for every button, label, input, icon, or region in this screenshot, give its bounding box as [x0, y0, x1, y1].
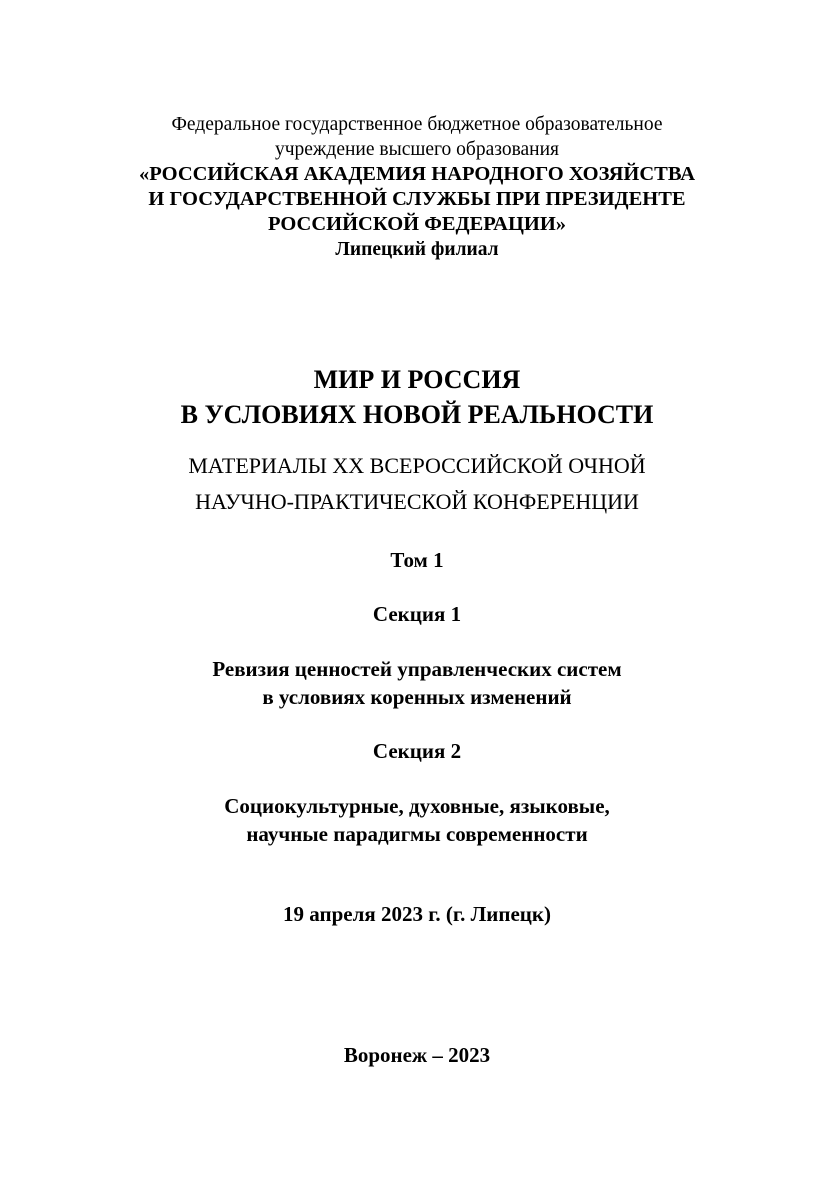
section-2-title: [0, 792, 834, 848]
volume-label: Том 1: [390, 548, 444, 572]
institution-name-line1: «РОССИЙСКАЯ АКАДЕМИЯ НАРОДНОГО ХОЗЯЙСТВА: [138, 163, 696, 185]
institution-branch: Липецкий филиал: [335, 239, 499, 260]
section-2-title-line1: Социокультурные, духовные, языковые,: [224, 794, 610, 818]
subtitle-line2: НАУЧНО-ПРАКТИЧЕСКОЙ КОНФЕРЕНЦИИ: [195, 489, 639, 514]
institution-type-line1: Федеральное государственное бюджетное образовательное: [171, 114, 663, 135]
section-1-title-line2: в условиях коренных изменений: [262, 685, 572, 709]
institution-type-line2: учреждение высшего образования: [274, 139, 560, 160]
institution-name-line3: РОССИЙСКОЙ ФЕДЕРАЦИИ»: [267, 213, 567, 235]
section-1-title-line1: Ревизия ценностей управленческих систем: [212, 657, 622, 681]
imprint-city-year: Воронеж – 2023: [343, 1043, 491, 1067]
main-title-line1: МИР И РОССИЯ: [313, 365, 521, 394]
main-title: [0, 362, 834, 432]
section-2-title-line2: научные парадигмы современности: [246, 822, 588, 846]
institution-name-line2: И ГОСУДАРСТВЕННОЙ СЛУЖБЫ ПРИ ПРЕЗИДЕНТЕ: [148, 188, 686, 210]
section-2-label: Секция 2: [372, 739, 462, 763]
conference-subtitle: [0, 448, 834, 520]
subtitle-line1: МАТЕРИАЛЫ XX ВСЕРОССИЙСКОЙ ОЧНОЙ: [188, 453, 646, 478]
institution-block: [0, 112, 834, 262]
section-1-title: [0, 655, 834, 711]
main-title-line2: В УСЛОВИЯХ НОВОЙ РЕАЛЬНОСТИ: [180, 400, 654, 429]
conference-date: 19 апреля 2023 г. (г. Липецк): [283, 902, 551, 926]
section-1-label: Секция 1: [372, 602, 462, 626]
